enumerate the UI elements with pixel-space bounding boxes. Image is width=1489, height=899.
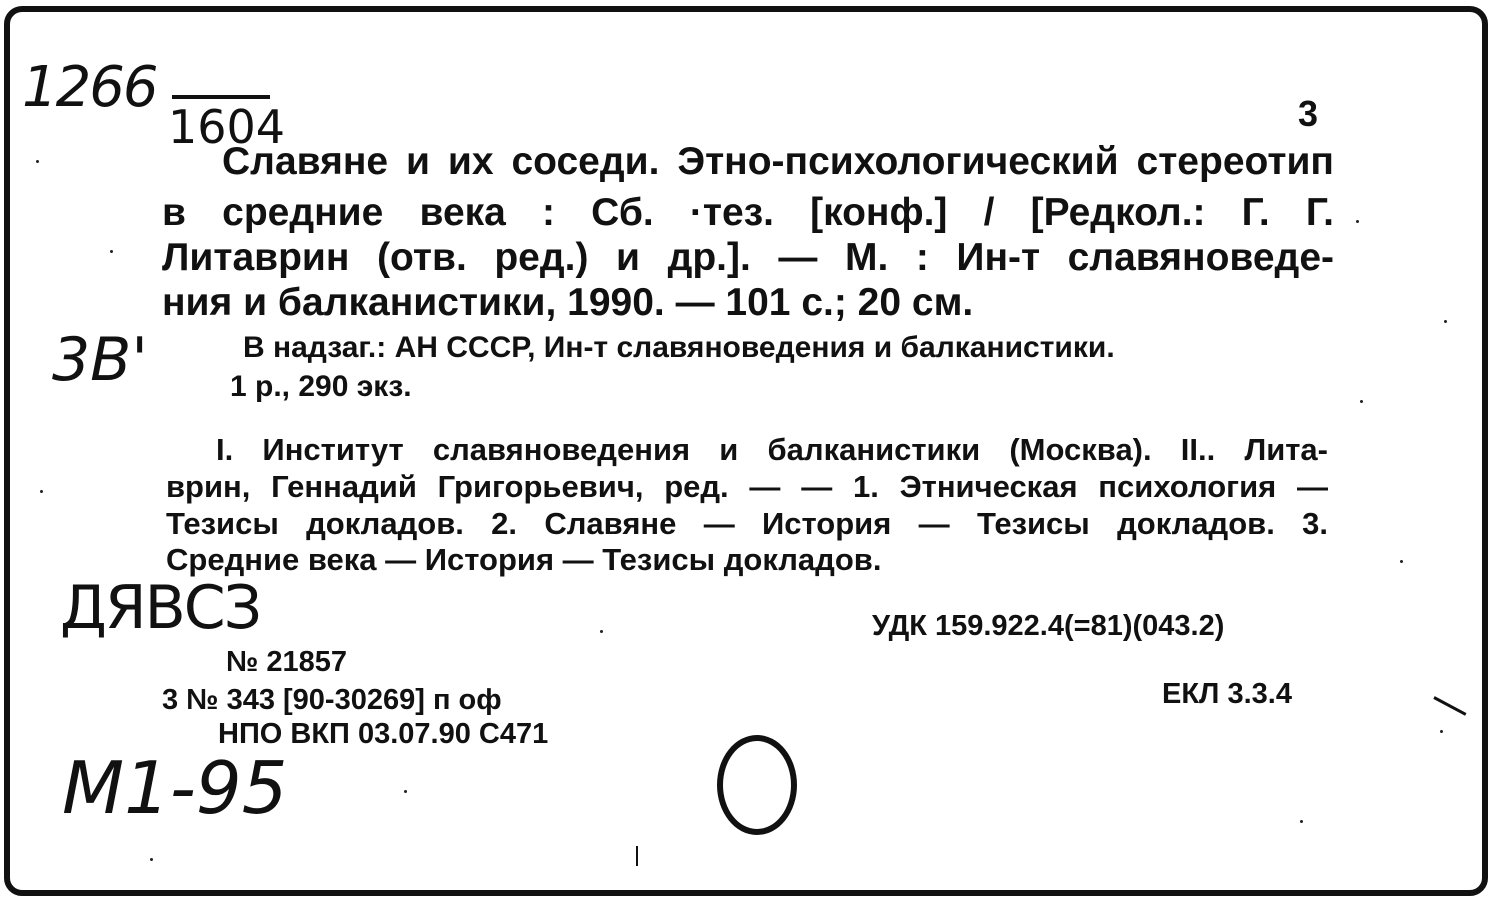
subject-line: врин, Геннадий Григорьевич, ред. — — 1. Этническая психология — [166,469,1328,504]
scan-speck [40,490,43,493]
note-line: В надзаг.: АН СССР, Ин-т славяноведения и балканистики. [243,331,1115,364]
scan-mark [636,846,638,866]
scan-speck [1300,820,1303,823]
scan-speck [150,858,153,861]
handwritten-overline [172,95,270,99]
scan-speck [1360,400,1363,403]
scan-speck [1440,730,1443,733]
description-line: Славяне и их соседи. Этно-психологический стереотип [222,140,1334,183]
page-number: 3 [1298,93,1319,134]
ekl-code: ЕКЛ 3.3.4 [1162,678,1292,710]
scan-speck [600,630,603,633]
punch-hole [717,735,797,835]
scan-speck [110,250,113,253]
handwritten-number-under: 1604 [168,100,286,154]
description-line: Литаврин (отв. ред.) и др.]. — М. : Ин-т славяноведе- [162,236,1334,279]
subject-line: Тезисы докладов. 2. Славяне — История — Тезисы докладов. 3. [166,506,1328,541]
scan-speck [1444,320,1447,323]
handwritten-number-top: 1266 [22,55,157,120]
note-line: 1 р., 290 экз. [230,370,412,403]
subject-line: Средние века — История — Тезисы докладов. [166,542,882,577]
description-line: ния и балканистики, 1990. — 101 с.; 20 см. [162,281,974,324]
subject-line: I. Институт славяноведения и балканистики (Москва). II.. Лита- [216,432,1328,467]
printer-info: НПО ВКП 03.07.90 С471 [218,718,549,750]
handwritten-code: ДЯВСЗ [60,573,261,643]
description-line: в средние века : Сб. ·тез. [конф.] / [Редкол.: Г. Г. [162,191,1334,234]
handwritten-bottom-code: М1-95 [62,746,288,830]
scan-speck [404,790,407,793]
udk-code: УДК 159.922.4(=81)(043.2) [872,610,1225,642]
scan-speck [1356,220,1359,223]
plan-info: 3 № 343 [90-30269] п оф [162,684,502,716]
scan-speck [1400,560,1403,563]
handwritten-side-mark: 3В' [52,325,148,395]
order-number: № 21857 [226,646,348,678]
scan-speck [36,160,39,163]
